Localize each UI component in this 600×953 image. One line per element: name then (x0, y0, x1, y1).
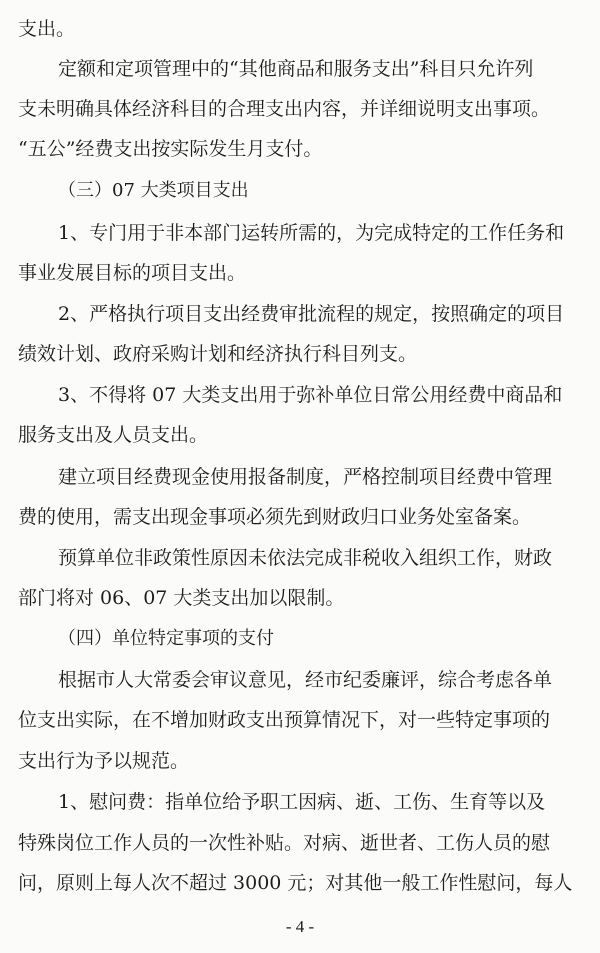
text-line: 事业发展目标的项目支出。 (18, 262, 247, 284)
text-line: 1、慰问费：指单位给予职工因病、逝、工伤、生育等以及 (58, 791, 546, 813)
text-line: 建立项目经费现金使用报备制度，严格控制项目经费中管理 (58, 466, 553, 488)
page-number: - 4 - (285, 917, 315, 936)
section-heading: （三）07 大类项目支出 (58, 180, 249, 201)
text-line: 部门将对 06、07 大类支出加以限制。 (18, 587, 345, 609)
text-line: 支未明确具体经济科目的合理支出内容，并详细说明支出事项。 (18, 98, 551, 120)
text-line: 支出。 (18, 18, 76, 40)
text-line: “五公”经费支出按实际发生月支付。 (18, 138, 323, 160)
text-line: 问，原则上每人次不超过 3000 元；对其他一般工作性慰问，每人 (18, 872, 573, 894)
text-line: 预算单位非政策性原因未依法完成非税收入组织工作，财政 (58, 547, 553, 569)
text-line: 费的使用，需支出现金事项必须先到财政归口业务处室备案。 (18, 506, 532, 528)
text-line: 2、严格执行项目支出经费审批流程的规定，按照确定的项目 (58, 303, 565, 325)
text-line: 服务支出及人员支出。 (18, 424, 209, 446)
text-line: 支出行为予以规范。 (18, 750, 190, 772)
text-line: 3、不得将 07 大类支出用于弥补单位日常公用经费中商品和 (58, 384, 563, 406)
text-line: 特殊岗位工作人员的一次性补贴。对病、逝世者、工伤人员的慰 (18, 832, 551, 854)
text-line: 根据市人大常委会审议意见，经市纪委廉评，综合考虑各单 (58, 669, 553, 691)
section-heading: （四）单位特定事项的支付 (58, 628, 274, 649)
text-line: 1、专门用于非本部门运转所需的，为完成特定的工作任务和 (58, 222, 565, 244)
text-line: 位支出实际，在不增加财政支出预算情况下，对一些特定事项的 (18, 709, 551, 731)
text-line: 绩效计划、政府采购计划和经济执行科目列支。 (18, 343, 418, 365)
text-line: 定额和定项管理中的“其他商品和服务支出”科目只允许列 (58, 58, 534, 80)
